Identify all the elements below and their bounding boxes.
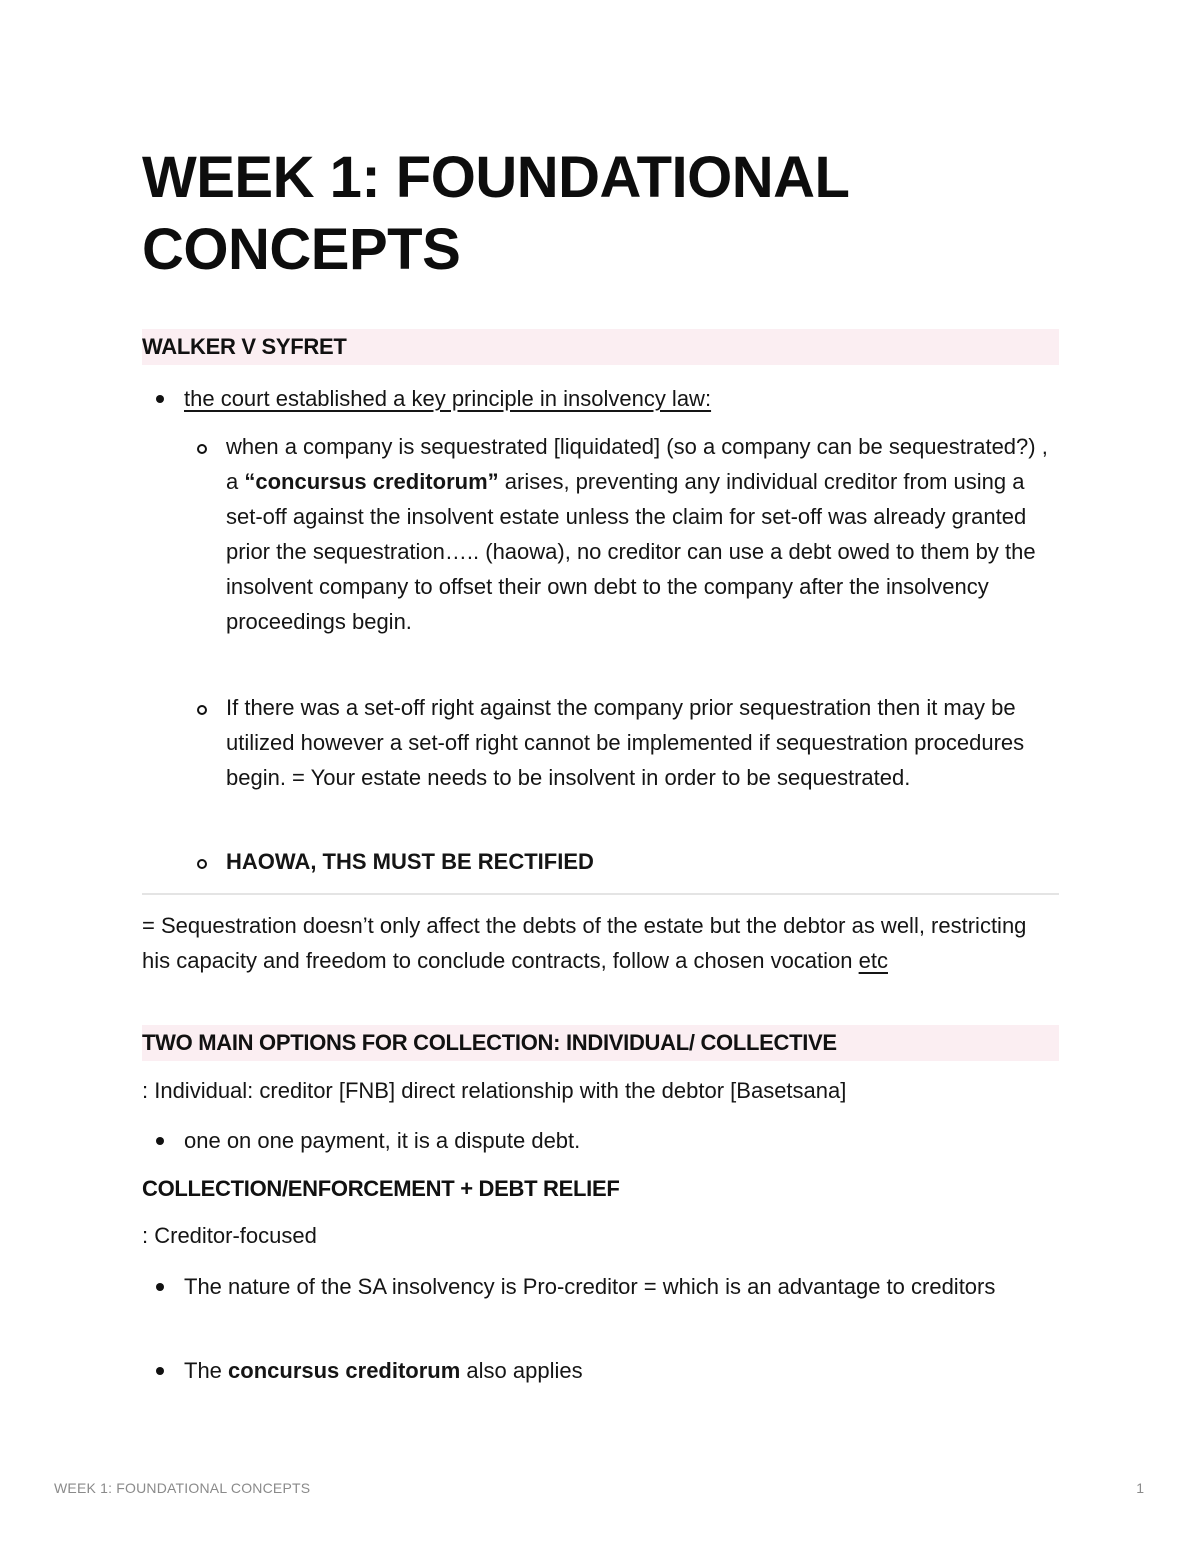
bullet-dot — [156, 1283, 164, 1291]
section-heading-walker-v-syfret: WALKER V SYFRET — [142, 329, 1059, 365]
bullet-pro-creditor: The nature of the SA insolvency is Pro-creditor = which is an advantage to creditors — [184, 1274, 996, 1299]
bullet-court-principle: the court established a key principle in insolvency law: — [184, 386, 712, 411]
sub-bullet-set-off-right: If there was a set-off right against the company prior sequestration then it may be utilized however a set-off right cannot be implemented if sequestration procedures begin. = Your estate needs to be insolvent in order to be sequestrated. — [226, 695, 1025, 790]
sequestration-note: = Sequestration doesn’t only affect the debts of the estate but the debtor as well, restricting his capacity and freedom to conclude contracts, follow a chosen vocation etc — [142, 913, 1027, 973]
bullet-one-on-one-payment: one on one payment, it is a dispute debt. — [184, 1128, 581, 1153]
sub-bullet-rectify-note: HAOWA, THS MUST BE RECTIFIED — [226, 849, 594, 874]
page-title — [142, 142, 1062, 286]
sub-bullet-ring — [197, 705, 207, 715]
page-title-line-1: WEEK 1: FOUNDATIONAL — [142, 145, 850, 210]
creditor-focused-line: : Creditor-focused — [142, 1223, 317, 1248]
section-divider — [142, 893, 1059, 895]
sub-bullet-ring — [197, 859, 207, 869]
section-heading-debt-relief: COLLECTION/ENFORCEMENT + DEBT RELIEF — [142, 1176, 620, 1201]
sub-bullet-concursus-explanation: when a company is sequestrated [liquidated] (so a company can be sequestrated?) , a “concursus creditorum” arises, preventing any individual creditor from using a set-off against the insolvent estate unless the claim for set-off was already granted prior the sequestration….. (haowa), no creditor can use a debt owed to them by the insolvent company to offset their own debt to the company after the insolvency proceedings begin. — [226, 434, 1048, 634]
sub-bullet-ring — [197, 444, 207, 454]
footer-page-number: 1 — [1136, 1480, 1144, 1496]
bullet-concursus-applies: The concursus creditorum also applies — [184, 1358, 583, 1383]
page-title-line-2: CONCEPTS — [142, 217, 461, 282]
section-heading-collection-options: TWO MAIN OPTIONS FOR COLLECTION: INDIVIDUAL/ COLLECTIVE — [142, 1025, 1059, 1061]
bullet-dot — [156, 1137, 164, 1145]
footer-title: WEEK 1: FOUNDATIONAL CONCEPTS — [54, 1480, 311, 1496]
individual-collection-line: : Individual: creditor [FNB] direct relationship with the debtor [Basetsana] — [142, 1078, 847, 1103]
bullet-dot — [156, 395, 164, 403]
bullet-dot — [156, 1367, 164, 1375]
